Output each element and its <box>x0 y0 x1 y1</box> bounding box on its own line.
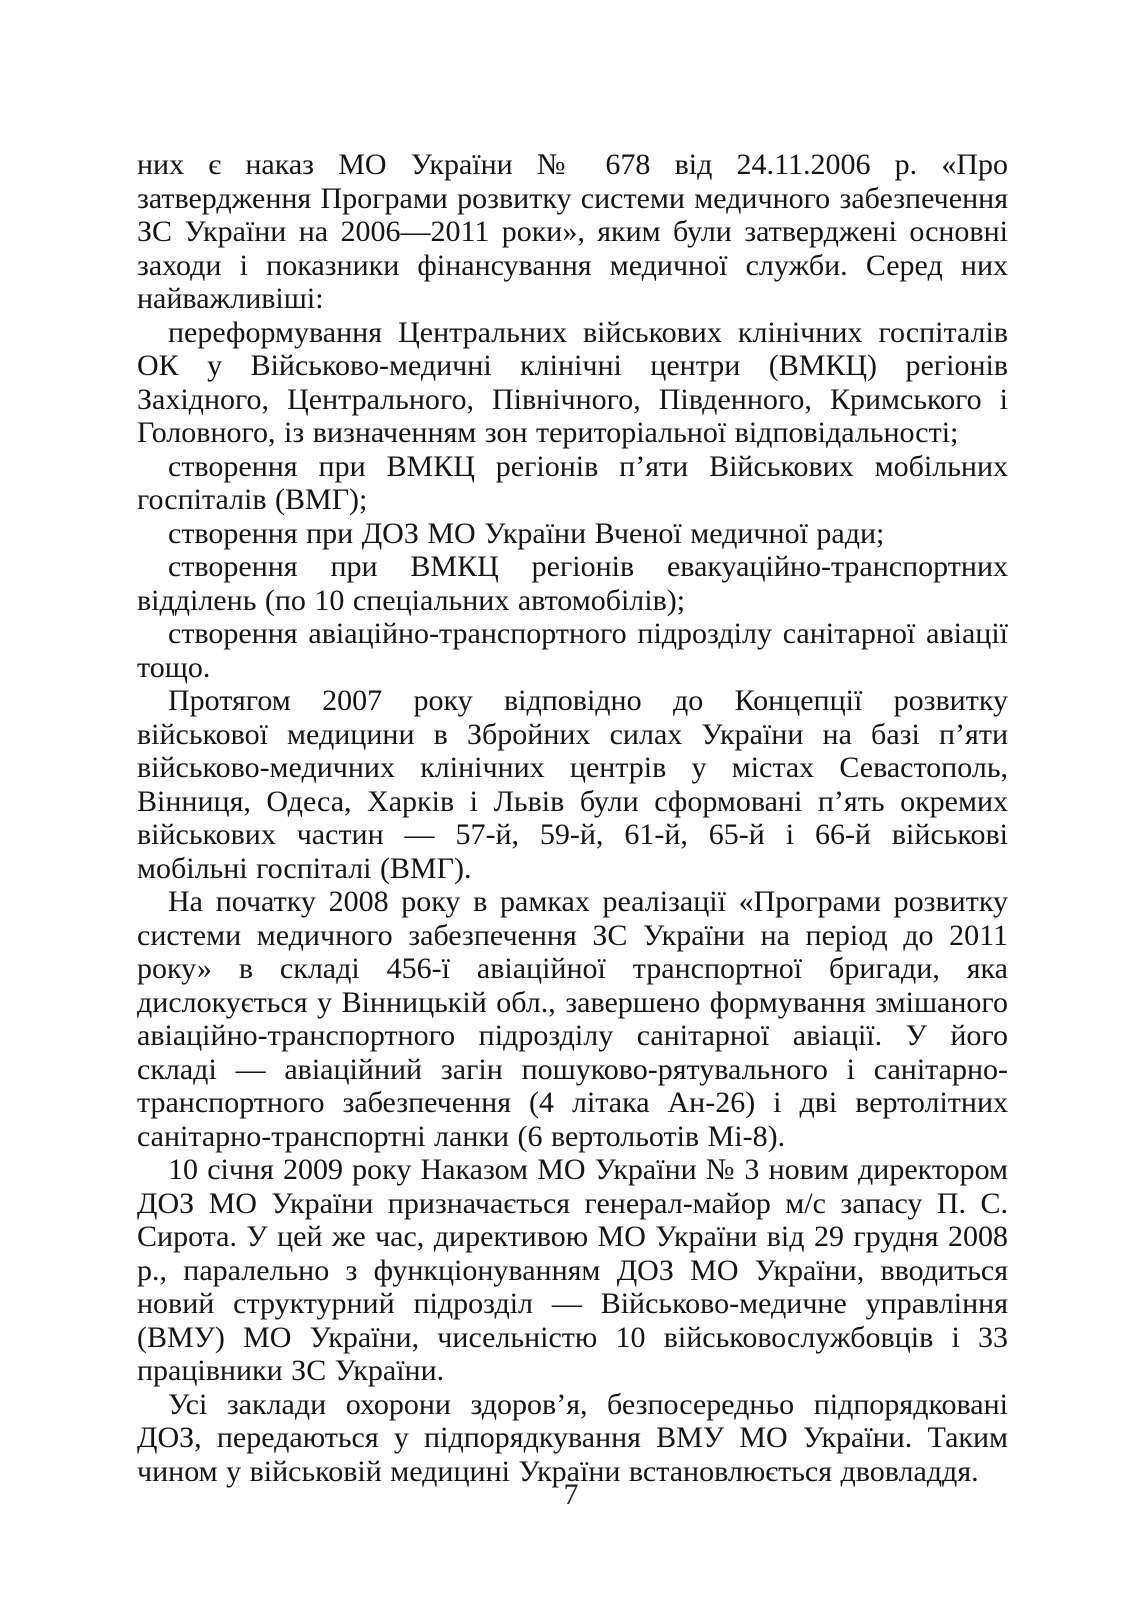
paragraph-2007: Протягом 2007 року відповідно до Концепції розвитку військової медицини в Збройних силах України на базі п’яти військово-медичних клінічних центрів у містах Севастополь, Вінниця, Одеса, Харків і Львів були сформовані п’ять окремих військових частин — 57-й, 59-й, 61-й, 65-й і 66-й військові мобільні госпіталі (ВМГ). <box>137 684 1008 885</box>
paragraph-2009: 10 січня 2009 року Наказом МО України № 3 новим директором ДОЗ МО України призначається генерал-майор м/с запасу П. С. Сирота. У цей же час, директивою МО України від 29 грудня 2008 р., паралельно з функціонуванням ДОЗ МО України, вводиться новий структурний підрозділ — Військово-медичне управління (ВМУ) МО України, чисельністю 10 військовослужбовців і 33 працівники ЗС України. <box>137 1153 1008 1387</box>
paragraph-list-item-evacuation-units: створення при ВМКЦ регіонів евакуаційно-транспортних відділень (по 10 спеціальних автомобілів); <box>137 550 1008 617</box>
paragraph-continuation: них є наказ МО України № 678 від 24.11.2006 р. «Про затвердження Програми розвитку системи медичного забезпечення ЗС України на 2006—2011 роки», яким були затверджені основні заходи і показники фінансування медичної служби. Серед них найважливіші: <box>137 148 1008 315</box>
paragraph-list-item-aviation-unit: створення авіаційно-транспортного підрозділу санітарної авіації тощо. <box>137 617 1008 684</box>
paragraph-list-item-reform: переформування Центральних військових клінічних госпіталів ОК у Військово-медичні клінічні центри (ВМКЦ) регіонів Західного, Центрального, Північного, Південного, Кримського і Головного, із визначенням зон територіальної відповідальності; <box>137 315 1008 449</box>
paragraph-list-item-mobile-hospitals: створення при ВМКЦ регіонів п’яти Військових мобільних госпіталів (ВМГ); <box>137 449 1008 516</box>
paragraph-conclusion: Усі заклади охорони здоров’я, безпосередньо підпорядковані ДОЗ, передаються у підпорядкування ВМУ МО України. Таким чином у військовій медицині України встановлюється двовладдя. <box>137 1387 1008 1488</box>
page-footer <box>0 1478 1142 1512</box>
paragraph-list-item-medical-council: створення при ДОЗ МО України Вченої медичної ради; <box>168 516 885 550</box>
page-number: 7 <box>563 1478 579 1511</box>
page-body-text <box>137 148 1008 1488</box>
paragraph-2008: На початку 2008 року в рамках реалізації «Програми розвитку системи медичного забезпечення ЗС України на період до 2011 року» в складі 456-ї авіаційної транспортної бригади, яка дислокується у Вінницькій обл., завершено формування змішаного авіаційно-транспортного підрозділу санітарної авіації. У його складі — авіаційний загін пошуково-рятувального і санітарно-транспортного забезпечення (4 літака Ан-26) і дві вертолітних санітарно-транспортні ланки (6 вертольотів Мі-8). <box>137 885 1008 1153</box>
